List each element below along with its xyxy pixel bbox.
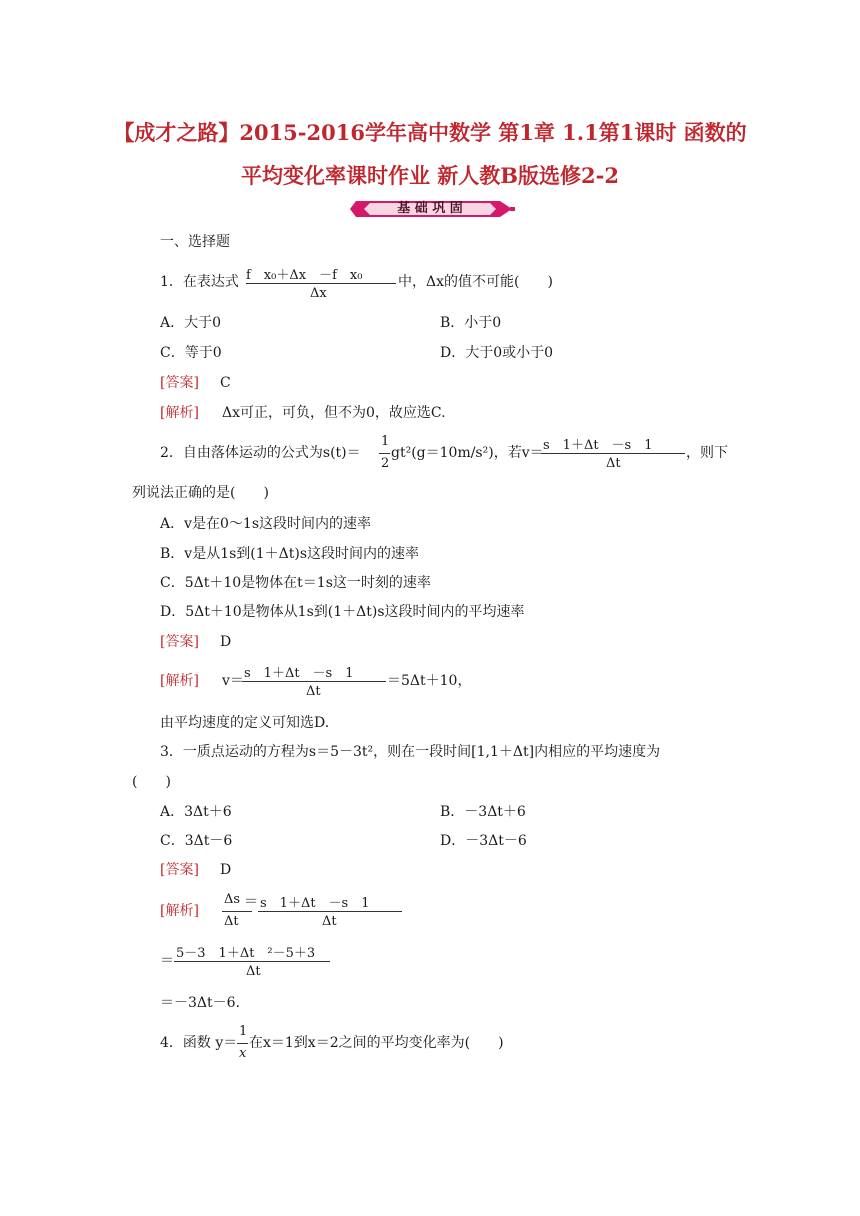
section-banner (350, 199, 518, 219)
q2-stem-middle: gt²(g＝10m/s²)，若v＝ (391, 445, 544, 461)
q1-option-d: D．大于0或小于0 (440, 345, 554, 361)
q1-fraction-denominator: Δx (310, 286, 327, 301)
q2-half-bar (379, 453, 390, 454)
q1-answer-value: C (220, 375, 231, 391)
q3-b-bar (174, 961, 330, 962)
q3-b-denominator: Δt (246, 964, 261, 979)
q1-fraction-bar (246, 283, 396, 284)
q4-stem-suffix: 在x＝1到x＝2之间的平均变化率为( ) (249, 1035, 504, 1051)
q3-option-d: D．－3Δt－6 (440, 833, 527, 849)
q2-answer-label: [答案] (160, 634, 199, 650)
q3-b-equals: ＝ (160, 953, 174, 969)
q3-a-equals: ＝ (244, 894, 258, 910)
banner-label: 基 础 巩 固 (397, 201, 463, 216)
q2-answer-value: D (220, 634, 232, 650)
doc-title-line2: 平均变化率课时作业 新人教B版选修2-2 (241, 163, 619, 188)
q1-option-b: B．小于0 (440, 315, 502, 331)
q3-option-a: A．3Δt＋6 (160, 804, 232, 820)
q1-analysis-label: [解析] (160, 405, 199, 421)
doc-title-line1: 【成才之路】2015-2016学年高中数学 第1章 1.1第1课时 函数的 (113, 120, 747, 145)
q1-fraction-numerator: f x₀＋Δx －f x₀ (246, 268, 363, 283)
q4-fraction-numerator: 1 (239, 1024, 248, 1039)
q3-a2-denominator: Δt (322, 914, 337, 929)
q2-analysis-prefix: v＝ (222, 673, 244, 689)
q4-fraction-bar (237, 1043, 248, 1044)
q1-stem-suffix: 中，Δx的值不可能( ) (398, 274, 553, 290)
q3-option-c: C．3Δt－6 (160, 833, 233, 849)
q2-analysis-suffix: ＝5Δt＋10， (387, 673, 472, 689)
q2-option-c: C．5Δt＋10是物体在t＝1s这一时刻的速率 (160, 575, 431, 591)
q3-stem-line2: ( ) (132, 774, 171, 790)
q2-half-numerator: 1 (381, 434, 390, 449)
q3-option-b: B．－3Δt＋6 (440, 804, 526, 820)
q3-a1-denominator: Δt (224, 914, 239, 929)
q1-option-a: A．大于0 (160, 315, 222, 331)
q3-answer-value: D (220, 862, 232, 878)
q1-analysis-text: Δx可正，可负，但不为0，故应选C. (222, 405, 446, 421)
q3-answer-label: [答案] (160, 862, 199, 878)
q1-answer-label: [答案] (160, 375, 199, 391)
q2-analysis-label: [解析] (160, 673, 199, 689)
q2-option-b: B．v是从1s到(1＋Δt)s这段时间内的速率 (160, 546, 420, 562)
q3-stem: 3．一质点运动的方程为s＝5－3t²，则在一段时间[1,1＋Δt]内相应的平均速度为 (160, 744, 661, 760)
q2-v-bar (541, 453, 685, 454)
q1-option-c: C．等于0 (160, 345, 222, 361)
q3-a1-bar (222, 911, 252, 912)
q3-analysis-label: [解析] (160, 903, 199, 919)
q2-stem-prefix: 2．自由落体运动的公式为s(t)＝ (160, 445, 361, 461)
q3-b-numerator: 5－3 1＋Δt ²－5＋3 (176, 946, 316, 961)
q2-analysis-numerator: s 1＋Δt －s 1 (244, 666, 354, 681)
q3-a2-bar (258, 911, 402, 912)
q4-fraction-denominator: x (239, 1046, 247, 1061)
q2-stem-suffix: ，则下 (686, 445, 728, 461)
q4-stem-prefix: 4．函数 y＝ (160, 1035, 238, 1051)
q2-v-denominator: Δt (606, 456, 621, 471)
q3-a2-numerator: s 1＋Δt －s 1 (260, 896, 370, 911)
q3-result: ＝－3Δt－6. (160, 995, 241, 1011)
q2-option-a: A．v是在0～1s这段时间内的速率 (160, 516, 372, 532)
q2-half-denominator: 2 (381, 456, 390, 471)
q2-analysis-line2: 由平均速度的定义可知选D. (160, 715, 330, 731)
q3-a1-numerator: Δs (224, 892, 241, 907)
section-heading: 一、选择题 (160, 234, 230, 250)
q2-analysis-denominator: Δt (306, 684, 321, 699)
q2-analysis-bar (242, 681, 386, 682)
q2-option-d: D．5Δt＋10是物体从1s到(1＋Δt)s这段时间内的平均速率 (160, 604, 525, 620)
q2-stem-line2: 列说法正确的是( ) (132, 485, 269, 501)
q2-v-numerator: s 1＋Δt －s 1 (543, 438, 653, 453)
q1-stem-prefix: 1．在表达式 (160, 274, 239, 290)
